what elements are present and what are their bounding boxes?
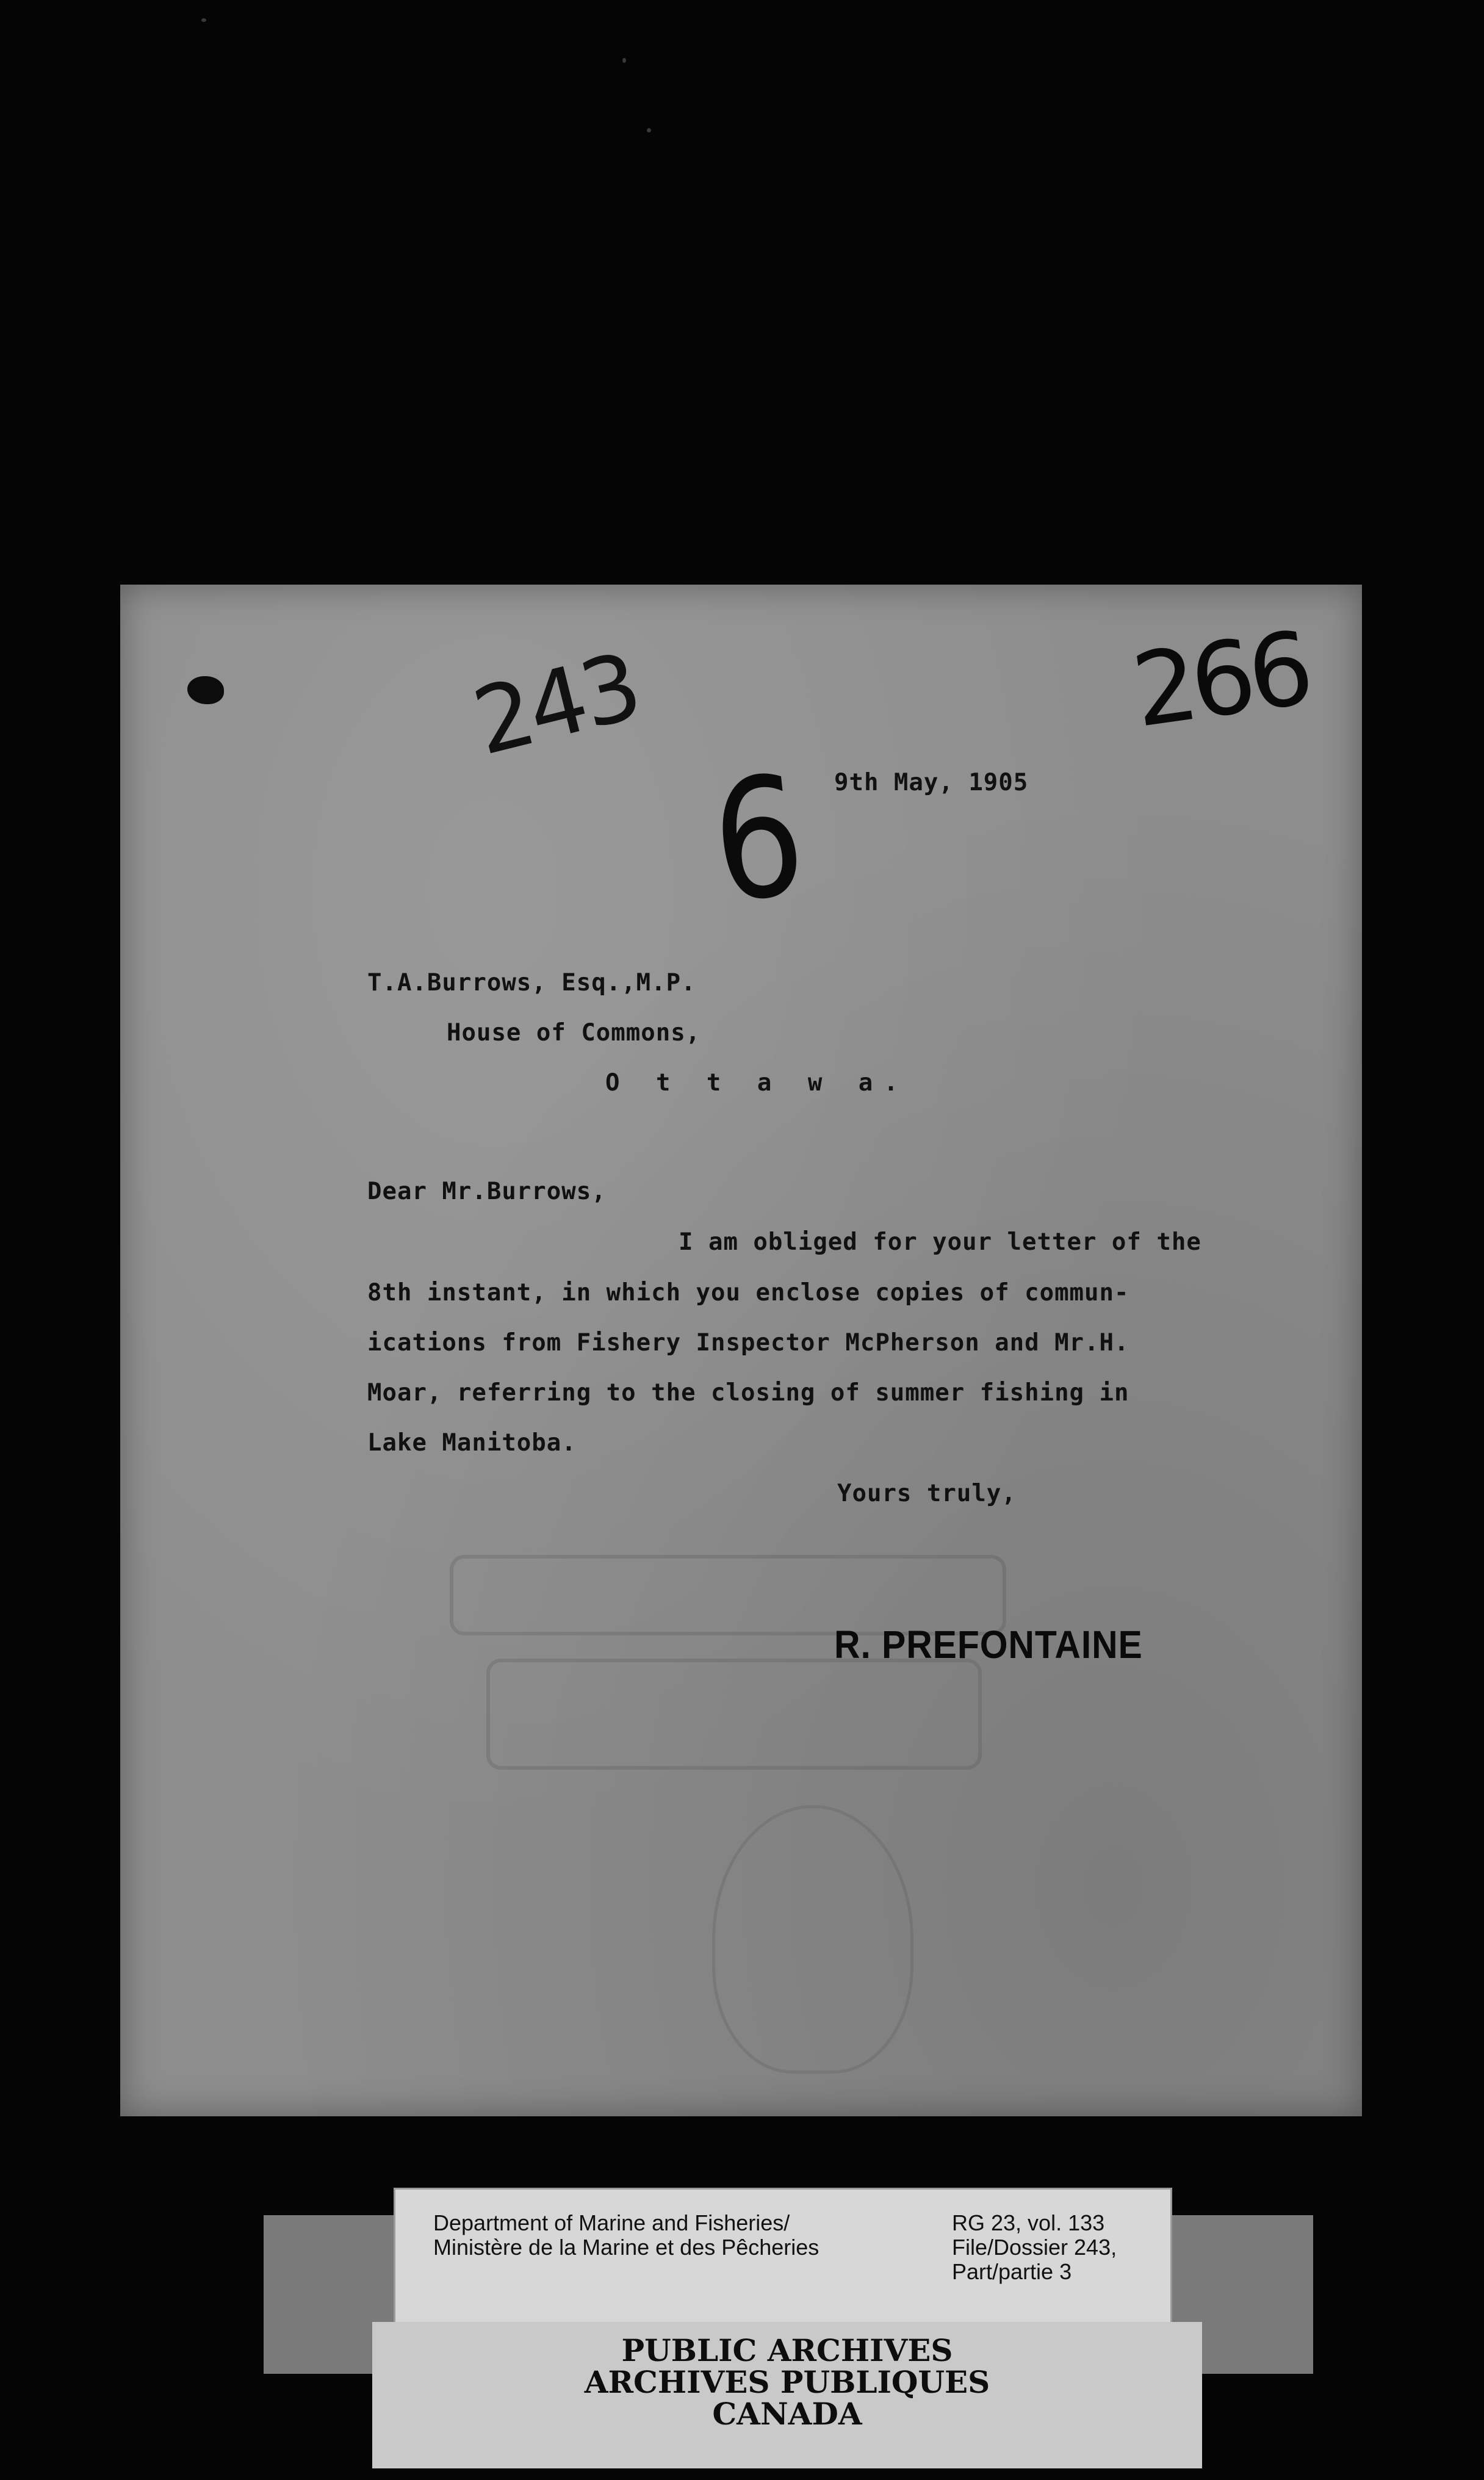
handwritten-page-number: 266 bbox=[1126, 610, 1314, 750]
file-reference: File/Dossier 243, bbox=[952, 2235, 1117, 2260]
letter-sheet bbox=[120, 585, 1362, 2116]
recipient-name: T.A.Burrows, Esq.,M.P. bbox=[367, 969, 696, 997]
department-french: Ministère de la Marine et des Pêcheries bbox=[433, 2235, 819, 2260]
department-english: Department of Marine and Fisheries/ bbox=[433, 2210, 790, 2235]
body-line: Moar, referring to the closing of summer fishing in bbox=[367, 1379, 1129, 1407]
part-reference: Part/partie 3 bbox=[952, 2259, 1072, 2284]
salutation: Dear Mr.Burrows, bbox=[367, 1178, 607, 1205]
film-speck bbox=[647, 128, 651, 132]
closing: Yours truly, bbox=[837, 1480, 1017, 1507]
body-line: Lake Manitoba. bbox=[367, 1429, 577, 1457]
handwritten-note: 6 bbox=[704, 739, 813, 940]
signature-stamp: R. PREFONTAINE bbox=[834, 1623, 1143, 1667]
letter-date: 9th May, 1905 bbox=[834, 769, 1029, 796]
body-line: I am obliged for your letter of the bbox=[679, 1228, 1201, 1256]
recipient-city: O t t a w a. bbox=[605, 1069, 909, 1097]
bleed-through-mark bbox=[486, 1659, 982, 1770]
handwritten-file-number: 243 bbox=[463, 633, 649, 776]
film-speck bbox=[201, 18, 206, 22]
archives-country: CANADA bbox=[712, 2396, 862, 2432]
archives-title-english: PUBLIC ARCHIVES bbox=[621, 2332, 953, 2368]
archives-title-french: ARCHIVES PUBLIQUES bbox=[584, 2364, 990, 2400]
body-line: ications from Fishery Inspector McPherson and Mr.H. bbox=[367, 1329, 1129, 1357]
bleed-through-mark bbox=[712, 1805, 913, 2074]
record-group-reference: RG 23, vol. 133 bbox=[952, 2210, 1105, 2235]
film-speck bbox=[622, 58, 626, 63]
body-line: 8th instant, in which you enclose copies of commun- bbox=[367, 1279, 1129, 1307]
punch-hole bbox=[187, 676, 224, 704]
recipient-place: House of Commons, bbox=[447, 1019, 701, 1047]
